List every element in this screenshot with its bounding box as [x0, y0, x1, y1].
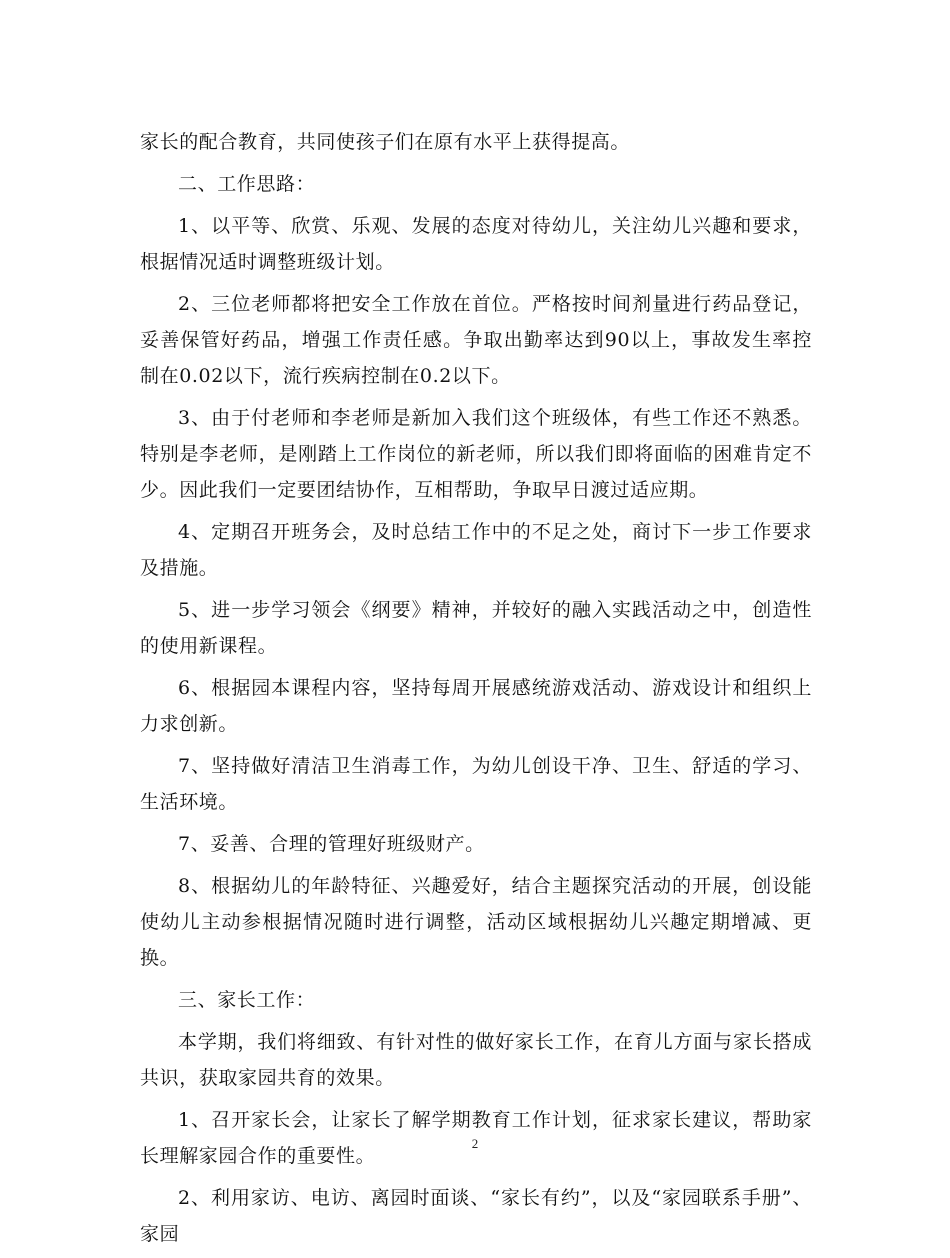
- paragraph-continuation: 家长的配合教育，共同使孩子们在原有水平上获得提高。: [140, 131, 631, 153]
- paragraph-item-2: 2、三位老师都将把安全工作放在首位。严格按时间剂量进行药品登记，妥善保管好药品，增强工作责任感。争取出勤率达到90以上，事故发生率控制在0.02以下，流行疾病控制在0.2以下。: [140, 293, 812, 387]
- paragraph-item-4: 4、定期召开班务会，及时总结工作中的不足之处，商讨下一步工作要求及措施。: [140, 521, 812, 579]
- paragraph-item-7b: 7、妥善、合理的管理好班级财产。: [178, 833, 485, 855]
- paragraph-item-3: 3、由于付老师和李老师是新加入我们这个班级体，有些工作还不熟悉。特别是李老师，是刚踏上工作岗位的新老师，所以我们即将面临的困难肯定不少。因此我们一定要团结协作，互相帮助，争取早日渡过适应期。: [140, 407, 812, 501]
- page-number: 2: [471, 1136, 479, 1151]
- paragraph-item-8: 8、根据幼儿的年龄特征、兴趣爱好，结合主题探究活动的开展，创设能使幼儿主动参根据情况随时进行调整，活动区域根据幼儿兴趣定期增减、更换。: [140, 875, 812, 969]
- paragraph-item-1: 1、以平等、欣赏、乐观、发展的态度对待幼儿，关注幼儿兴趣和要求，根据情况适时调整班级计划。: [140, 215, 812, 273]
- paragraph-item-5: 5、进一步学习领会《纲要》精神，并较好的融入实践活动之中，创造性的使用新课程。: [140, 599, 812, 657]
- paragraph-parent-item-2: 2、利用家访、电访、离园时面谈、“家长有约”，以及“家园联系手册”、家园: [140, 1187, 812, 1245]
- section-heading-work-approach: 二、工作思路：: [178, 173, 316, 195]
- paragraph-item-7a: 7、坚持做好清洁卫生消毒工作，为幼儿创设干净、卫生、舒适的学习、生活环境。: [140, 755, 812, 813]
- section-heading-parent-work: 三、家长工作：: [178, 989, 316, 1011]
- paragraph-parent-intro: 本学期，我们将细致、有针对性的做好家长工作，在育儿方面与家长搭成共识，获取家园共育的效果。: [140, 1031, 812, 1089]
- paragraph-item-6: 6、根据园本课程内容，坚持每周开展感统游戏活动、游戏设计和组织上力求创新。: [140, 677, 812, 735]
- paragraph-parent-item-1: 1、召开家长会，让家长了解学期教育工作计划，征求家长建议，帮助家长理解家园合作的重要性。: [140, 1109, 812, 1167]
- document-body: [140, 124, 812, 1258]
